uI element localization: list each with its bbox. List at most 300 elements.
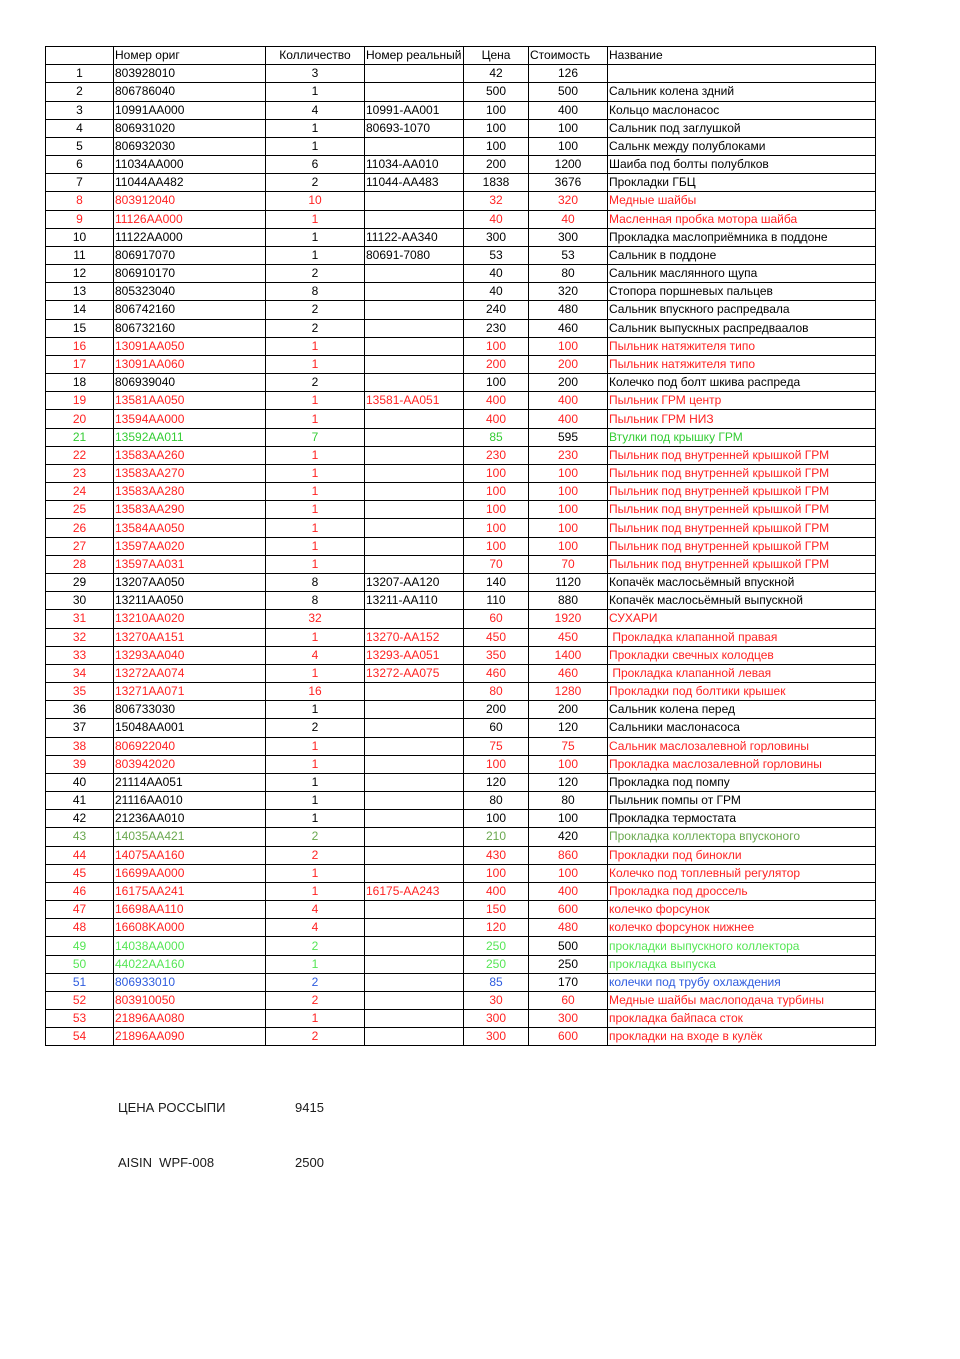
cell-quantity: 7 bbox=[266, 428, 365, 446]
cell-quantity: 1 bbox=[266, 1010, 365, 1028]
cell-orig-number: 21116AA010 bbox=[114, 792, 266, 810]
table-row bbox=[46, 83, 876, 101]
cell-orig-number: 11122AA000 bbox=[114, 228, 266, 246]
cell-price: 100 bbox=[464, 337, 529, 355]
cell-orig-number: 806742160 bbox=[114, 301, 266, 319]
cell-row-number: 10 bbox=[46, 228, 114, 246]
cell-cost: 320 bbox=[529, 283, 608, 301]
cell-price: 30 bbox=[464, 991, 529, 1009]
table-row bbox=[46, 737, 876, 755]
cell-cost: 420 bbox=[529, 828, 608, 846]
cell-real-number bbox=[365, 446, 464, 464]
header-cost: Стоимость bbox=[529, 47, 608, 65]
cell-row-number: 46 bbox=[46, 882, 114, 900]
cell-quantity: 2 bbox=[266, 937, 365, 955]
cell-price: 100 bbox=[464, 864, 529, 882]
cell-cost: 75 bbox=[529, 737, 608, 755]
table-row bbox=[46, 1010, 876, 1028]
cell-orig-number: 16699AA000 bbox=[114, 864, 266, 882]
cell-quantity: 2 bbox=[266, 174, 365, 192]
cell-row-number: 3 bbox=[46, 101, 114, 119]
cell-name: Прокладки ГБЦ bbox=[608, 174, 876, 192]
table-row bbox=[46, 628, 876, 646]
table-row bbox=[46, 955, 876, 973]
cell-cost: 1120 bbox=[529, 573, 608, 591]
table-row bbox=[46, 283, 876, 301]
cell-quantity: 1 bbox=[266, 137, 365, 155]
cell-orig-number: 13271AA071 bbox=[114, 683, 266, 701]
cell-name: Пыльник под внутренней крышкой ГРМ bbox=[608, 519, 876, 537]
cell-price: 120 bbox=[464, 773, 529, 791]
header-quantity: Колличество bbox=[266, 47, 365, 65]
cell-row-number: 33 bbox=[46, 646, 114, 664]
cell-price: 110 bbox=[464, 592, 529, 610]
cell-name: Сальник маслозалевной горловины bbox=[608, 737, 876, 755]
cell-price: 100 bbox=[464, 119, 529, 137]
cell-price: 240 bbox=[464, 301, 529, 319]
cell-name: Пыльник натяжителя типо bbox=[608, 355, 876, 373]
cell-real-number bbox=[365, 210, 464, 228]
table-row bbox=[46, 701, 876, 719]
table-row bbox=[46, 1028, 876, 1046]
table-row bbox=[46, 973, 876, 991]
table-row bbox=[46, 882, 876, 900]
cell-quantity: 4 bbox=[266, 646, 365, 664]
cell-name: прокладки выпускного коллектора bbox=[608, 937, 876, 955]
cell-price: 200 bbox=[464, 355, 529, 373]
cell-cost: 200 bbox=[529, 701, 608, 719]
cell-row-number: 2 bbox=[46, 83, 114, 101]
cell-quantity: 2 bbox=[266, 991, 365, 1009]
cell-price: 430 bbox=[464, 846, 529, 864]
cell-name: Сальник под заглушкой bbox=[608, 119, 876, 137]
cell-name: Пыльник под внутренней крышкой ГРМ bbox=[608, 446, 876, 464]
cell-orig-number: 13272AA074 bbox=[114, 664, 266, 682]
total-loose-price-value: 9415 bbox=[295, 1100, 324, 1115]
cell-price: 100 bbox=[464, 374, 529, 392]
cell-real-number: 11122-AA340 bbox=[365, 228, 464, 246]
cell-real-number bbox=[365, 410, 464, 428]
table-row bbox=[46, 428, 876, 446]
table-row bbox=[46, 246, 876, 264]
cell-row-number: 28 bbox=[46, 555, 114, 573]
cell-price: 40 bbox=[464, 210, 529, 228]
cell-name: Колечко под болт шкива распреда bbox=[608, 374, 876, 392]
cell-real-number bbox=[365, 610, 464, 628]
cell-cost: 480 bbox=[529, 919, 608, 937]
cell-orig-number: 21896AA080 bbox=[114, 1010, 266, 1028]
cell-row-number: 20 bbox=[46, 410, 114, 428]
header-row bbox=[46, 47, 876, 65]
cell-real-number bbox=[365, 1010, 464, 1028]
cell-orig-number: 13597AA020 bbox=[114, 537, 266, 555]
cell-orig-number: 13583AA270 bbox=[114, 464, 266, 482]
cell-quantity: 6 bbox=[266, 156, 365, 174]
cell-row-number: 45 bbox=[46, 864, 114, 882]
cell-cost: 600 bbox=[529, 901, 608, 919]
cell-price: 100 bbox=[464, 519, 529, 537]
cell-row-number: 21 bbox=[46, 428, 114, 446]
cell-real-number: 80691-7080 bbox=[365, 246, 464, 264]
cell-quantity: 1 bbox=[266, 446, 365, 464]
cell-name: Копачёк маслосьёмный выпускной bbox=[608, 592, 876, 610]
cell-price: 40 bbox=[464, 265, 529, 283]
cell-name: Прокладка термостата bbox=[608, 810, 876, 828]
cell-orig-number: 803912040 bbox=[114, 192, 266, 210]
cell-orig-number: 13293AA040 bbox=[114, 646, 266, 664]
cell-cost: 1400 bbox=[529, 646, 608, 664]
cell-row-number: 17 bbox=[46, 355, 114, 373]
cell-orig-number: 44022AA160 bbox=[114, 955, 266, 973]
cell-orig-number: 14035AA421 bbox=[114, 828, 266, 846]
cell-row-number: 5 bbox=[46, 137, 114, 155]
cell-real-number bbox=[365, 65, 464, 83]
cell-name: Сальнк между полублоками bbox=[608, 137, 876, 155]
cell-price: 53 bbox=[464, 246, 529, 264]
cell-cost: 1200 bbox=[529, 156, 608, 174]
cell-price: 500 bbox=[464, 83, 529, 101]
cell-name: Сальник в поддоне bbox=[608, 246, 876, 264]
cell-name: колечко форсунок нижнее bbox=[608, 919, 876, 937]
cell-real-number bbox=[365, 464, 464, 482]
cell-row-number: 36 bbox=[46, 701, 114, 719]
cell-cost: 100 bbox=[529, 537, 608, 555]
cell-orig-number: 13270AA151 bbox=[114, 628, 266, 646]
cell-row-number: 50 bbox=[46, 955, 114, 973]
cell-row-number: 52 bbox=[46, 991, 114, 1009]
table-row bbox=[46, 374, 876, 392]
cell-quantity: 1 bbox=[266, 410, 365, 428]
cell-price: 200 bbox=[464, 701, 529, 719]
cell-real-number bbox=[365, 83, 464, 101]
cell-row-number: 40 bbox=[46, 773, 114, 791]
table-row bbox=[46, 592, 876, 610]
cell-quantity: 1 bbox=[266, 519, 365, 537]
table-row bbox=[46, 410, 876, 428]
cell-quantity: 1 bbox=[266, 955, 365, 973]
cell-cost: 100 bbox=[529, 810, 608, 828]
cell-real-number: 80693-1070 bbox=[365, 119, 464, 137]
table-row bbox=[46, 919, 876, 937]
cell-cost: 500 bbox=[529, 83, 608, 101]
cell-orig-number: 21236AA010 bbox=[114, 810, 266, 828]
parts-table bbox=[45, 46, 876, 1046]
cell-cost: 595 bbox=[529, 428, 608, 446]
cell-price: 200 bbox=[464, 156, 529, 174]
cell-orig-number: 13584AA050 bbox=[114, 519, 266, 537]
cell-row-number: 16 bbox=[46, 337, 114, 355]
cell-cost: 480 bbox=[529, 301, 608, 319]
cell-real-number: 11034-AA010 bbox=[365, 156, 464, 174]
cell-row-number: 26 bbox=[46, 519, 114, 537]
cell-orig-number: 11044AA482 bbox=[114, 174, 266, 192]
table-row bbox=[46, 156, 876, 174]
cell-orig-number: 15048AA001 bbox=[114, 719, 266, 737]
table-row bbox=[46, 901, 876, 919]
cell-price: 460 bbox=[464, 664, 529, 682]
table-row bbox=[46, 301, 876, 319]
cell-orig-number: 14075AA160 bbox=[114, 846, 266, 864]
cell-cost: 60 bbox=[529, 991, 608, 1009]
cell-price: 400 bbox=[464, 392, 529, 410]
cell-quantity: 2 bbox=[266, 719, 365, 737]
cell-name: Сальник впускного распредвала bbox=[608, 301, 876, 319]
cell-real-number bbox=[365, 846, 464, 864]
cell-quantity: 1 bbox=[266, 755, 365, 773]
table-row bbox=[46, 464, 876, 482]
cell-name: Пыльник под внутренней крышкой ГРМ bbox=[608, 501, 876, 519]
cell-real-number bbox=[365, 355, 464, 373]
table-row bbox=[46, 792, 876, 810]
cell-quantity: 1 bbox=[266, 628, 365, 646]
cell-name: Втулки под крышку ГРМ bbox=[608, 428, 876, 446]
cell-price: 70 bbox=[464, 555, 529, 573]
header-real-number: Номер реальный bbox=[365, 47, 464, 65]
cell-cost: 400 bbox=[529, 410, 608, 428]
table-row bbox=[46, 937, 876, 955]
cell-row-number: 43 bbox=[46, 828, 114, 846]
cell-quantity: 1 bbox=[266, 83, 365, 101]
cell-name: Сальник маслянного щупа bbox=[608, 265, 876, 283]
cell-quantity: 1 bbox=[266, 501, 365, 519]
cell-name: Пыльник помпы от ГРМ bbox=[608, 792, 876, 810]
cell-real-number bbox=[365, 374, 464, 392]
cell-orig-number: 13583AA260 bbox=[114, 446, 266, 464]
cell-orig-number: 806931020 bbox=[114, 119, 266, 137]
cell-cost: 460 bbox=[529, 319, 608, 337]
cell-quantity: 1 bbox=[266, 664, 365, 682]
cell-row-number: 4 bbox=[46, 119, 114, 137]
cell-cost: 53 bbox=[529, 246, 608, 264]
cell-orig-number: 11126AA000 bbox=[114, 210, 266, 228]
cell-cost: 300 bbox=[529, 228, 608, 246]
cell-real-number bbox=[365, 519, 464, 537]
cell-cost: 100 bbox=[529, 137, 608, 155]
cell-real-number bbox=[365, 483, 464, 501]
cell-row-number: 53 bbox=[46, 1010, 114, 1028]
cell-quantity: 8 bbox=[266, 283, 365, 301]
cell-quantity: 1 bbox=[266, 537, 365, 555]
cell-name: колечко форсунок bbox=[608, 901, 876, 919]
cell-price: 32 bbox=[464, 192, 529, 210]
table-row bbox=[46, 991, 876, 1009]
cell-orig-number: 806733030 bbox=[114, 701, 266, 719]
cell-quantity: 1 bbox=[266, 483, 365, 501]
cell-name: Прокладки под бинокли bbox=[608, 846, 876, 864]
cell-name: Пыльник ГРМ центр bbox=[608, 392, 876, 410]
cell-quantity: 1 bbox=[266, 810, 365, 828]
cell-real-number bbox=[365, 955, 464, 973]
cell-cost: 500 bbox=[529, 937, 608, 955]
cell-name: Сальник колена перед bbox=[608, 701, 876, 719]
cell-orig-number: 806910170 bbox=[114, 265, 266, 283]
cell-quantity: 1 bbox=[266, 555, 365, 573]
cell-name: СУХАРИ bbox=[608, 610, 876, 628]
cell-orig-number: 11034AA000 bbox=[114, 156, 266, 174]
cell-price: 230 bbox=[464, 319, 529, 337]
cell-row-number: 18 bbox=[46, 374, 114, 392]
cell-quantity: 2 bbox=[266, 265, 365, 283]
cell-quantity: 1 bbox=[266, 119, 365, 137]
cell-cost: 200 bbox=[529, 355, 608, 373]
cell-price: 100 bbox=[464, 810, 529, 828]
cell-cost: 400 bbox=[529, 101, 608, 119]
cell-real-number: 16175-AA243 bbox=[365, 882, 464, 900]
cell-real-number: 10991-AA001 bbox=[365, 101, 464, 119]
cell-real-number: 13207-AA120 bbox=[365, 573, 464, 591]
cell-name bbox=[608, 65, 876, 83]
cell-name: Прокладки под болтики крышек bbox=[608, 683, 876, 701]
cell-name: Прокладки свечных колодцев bbox=[608, 646, 876, 664]
cell-name: Медные шайбы маслоподача турбины bbox=[608, 991, 876, 1009]
cell-real-number bbox=[365, 337, 464, 355]
cell-price: 100 bbox=[464, 537, 529, 555]
cell-real-number bbox=[365, 937, 464, 955]
cell-orig-number: 13583AA280 bbox=[114, 483, 266, 501]
cell-row-number: 15 bbox=[46, 319, 114, 337]
cell-row-number: 37 bbox=[46, 719, 114, 737]
cell-quantity: 10 bbox=[266, 192, 365, 210]
cell-real-number bbox=[365, 701, 464, 719]
cell-quantity: 2 bbox=[266, 301, 365, 319]
cell-cost: 100 bbox=[529, 501, 608, 519]
cell-cost: 320 bbox=[529, 192, 608, 210]
cell-orig-number: 803928010 bbox=[114, 65, 266, 83]
cell-row-number: 13 bbox=[46, 283, 114, 301]
cell-real-number bbox=[365, 301, 464, 319]
cell-real-number: 13272-AA075 bbox=[365, 664, 464, 682]
cell-cost: 100 bbox=[529, 483, 608, 501]
cell-orig-number: 13210AA020 bbox=[114, 610, 266, 628]
aisin-pump-value: 2500 bbox=[295, 1155, 324, 1170]
cell-name: Прокладка клапанной правая bbox=[608, 628, 876, 646]
cell-quantity: 2 bbox=[266, 319, 365, 337]
cell-name: Медные шайбы bbox=[608, 192, 876, 210]
total-loose-price-label: ЦЕНА РОССЫПИ bbox=[118, 1100, 226, 1115]
table-row bbox=[46, 537, 876, 555]
cell-orig-number: 803910050 bbox=[114, 991, 266, 1009]
cell-price: 140 bbox=[464, 573, 529, 591]
cell-cost: 80 bbox=[529, 792, 608, 810]
cell-cost: 126 bbox=[529, 65, 608, 83]
table-row bbox=[46, 210, 876, 228]
cell-orig-number: 806922040 bbox=[114, 737, 266, 755]
cell-name: Пыльник под внутренней крышкой ГРМ bbox=[608, 464, 876, 482]
cell-real-number bbox=[365, 828, 464, 846]
cell-price: 450 bbox=[464, 628, 529, 646]
cell-row-number: 51 bbox=[46, 973, 114, 991]
cell-real-number bbox=[365, 319, 464, 337]
cell-real-number: 13581-AA051 bbox=[365, 392, 464, 410]
cell-price: 300 bbox=[464, 228, 529, 246]
table-row bbox=[46, 228, 876, 246]
cell-name: Прокладка маслозалевной горловины bbox=[608, 755, 876, 773]
cell-name: Пыльник под внутренней крышкой ГРМ bbox=[608, 537, 876, 555]
cell-quantity: 4 bbox=[266, 919, 365, 937]
cell-real-number bbox=[365, 737, 464, 755]
cell-quantity: 1 bbox=[266, 882, 365, 900]
cell-row-number: 8 bbox=[46, 192, 114, 210]
cell-row-number: 1 bbox=[46, 65, 114, 83]
cell-cost: 860 bbox=[529, 846, 608, 864]
cell-price: 1838 bbox=[464, 174, 529, 192]
cell-row-number: 39 bbox=[46, 755, 114, 773]
cell-name: прокладка байпаса сток bbox=[608, 1010, 876, 1028]
cell-row-number: 34 bbox=[46, 664, 114, 682]
cell-real-number: 11044-AA483 bbox=[365, 174, 464, 192]
table-row bbox=[46, 137, 876, 155]
cell-orig-number: 13091AA050 bbox=[114, 337, 266, 355]
cell-name: Колечко под топлевный регулятор bbox=[608, 864, 876, 882]
cell-orig-number: 16175AA241 bbox=[114, 882, 266, 900]
cell-price: 85 bbox=[464, 973, 529, 991]
parts-table-body bbox=[46, 65, 876, 1046]
cell-quantity: 1 bbox=[266, 864, 365, 882]
table-row bbox=[46, 610, 876, 628]
cell-row-number: 6 bbox=[46, 156, 114, 174]
cell-cost: 40 bbox=[529, 210, 608, 228]
table-row bbox=[46, 719, 876, 737]
table-row bbox=[46, 446, 876, 464]
cell-name: Пыльник под внутренней крышкой ГРМ bbox=[608, 555, 876, 573]
aisin-pump-label: AISIN WPF-008 bbox=[118, 1155, 215, 1170]
cell-price: 100 bbox=[464, 464, 529, 482]
cell-price: 400 bbox=[464, 882, 529, 900]
cell-name: прокладка выпуска bbox=[608, 955, 876, 973]
cell-orig-number: 806786040 bbox=[114, 83, 266, 101]
cell-price: 60 bbox=[464, 610, 529, 628]
cell-row-number: 32 bbox=[46, 628, 114, 646]
cell-row-number: 41 bbox=[46, 792, 114, 810]
cell-row-number: 47 bbox=[46, 901, 114, 919]
cell-orig-number: 21896AA090 bbox=[114, 1028, 266, 1046]
cell-row-number: 44 bbox=[46, 846, 114, 864]
cell-orig-number: 806939040 bbox=[114, 374, 266, 392]
cell-real-number bbox=[365, 192, 464, 210]
cell-row-number: 11 bbox=[46, 246, 114, 264]
cell-cost: 400 bbox=[529, 392, 608, 410]
table-row bbox=[46, 555, 876, 573]
cell-name: Пыльник натяжителя типо bbox=[608, 337, 876, 355]
cell-real-number bbox=[365, 501, 464, 519]
cell-orig-number: 805323040 bbox=[114, 283, 266, 301]
cell-name: Прокладка коллектора впусконого bbox=[608, 828, 876, 846]
cell-price: 85 bbox=[464, 428, 529, 446]
cell-row-number: 19 bbox=[46, 392, 114, 410]
cell-cost: 600 bbox=[529, 1028, 608, 1046]
cell-row-number: 14 bbox=[46, 301, 114, 319]
cell-cost: 120 bbox=[529, 773, 608, 791]
table-row bbox=[46, 192, 876, 210]
cell-price: 210 bbox=[464, 828, 529, 846]
cell-row-number: 22 bbox=[46, 446, 114, 464]
cell-name: Шаиба под болты полублков bbox=[608, 156, 876, 174]
cell-row-number: 31 bbox=[46, 610, 114, 628]
cell-price: 300 bbox=[464, 1010, 529, 1028]
cell-row-number: 49 bbox=[46, 937, 114, 955]
cell-price: 100 bbox=[464, 137, 529, 155]
cell-cost: 100 bbox=[529, 119, 608, 137]
cell-cost: 300 bbox=[529, 1010, 608, 1028]
cell-row-number: 54 bbox=[46, 1028, 114, 1046]
cell-price: 350 bbox=[464, 646, 529, 664]
table-row bbox=[46, 319, 876, 337]
cell-real-number bbox=[365, 428, 464, 446]
cell-row-number: 12 bbox=[46, 265, 114, 283]
table-row bbox=[46, 646, 876, 664]
cell-cost: 70 bbox=[529, 555, 608, 573]
cell-price: 42 bbox=[464, 65, 529, 83]
